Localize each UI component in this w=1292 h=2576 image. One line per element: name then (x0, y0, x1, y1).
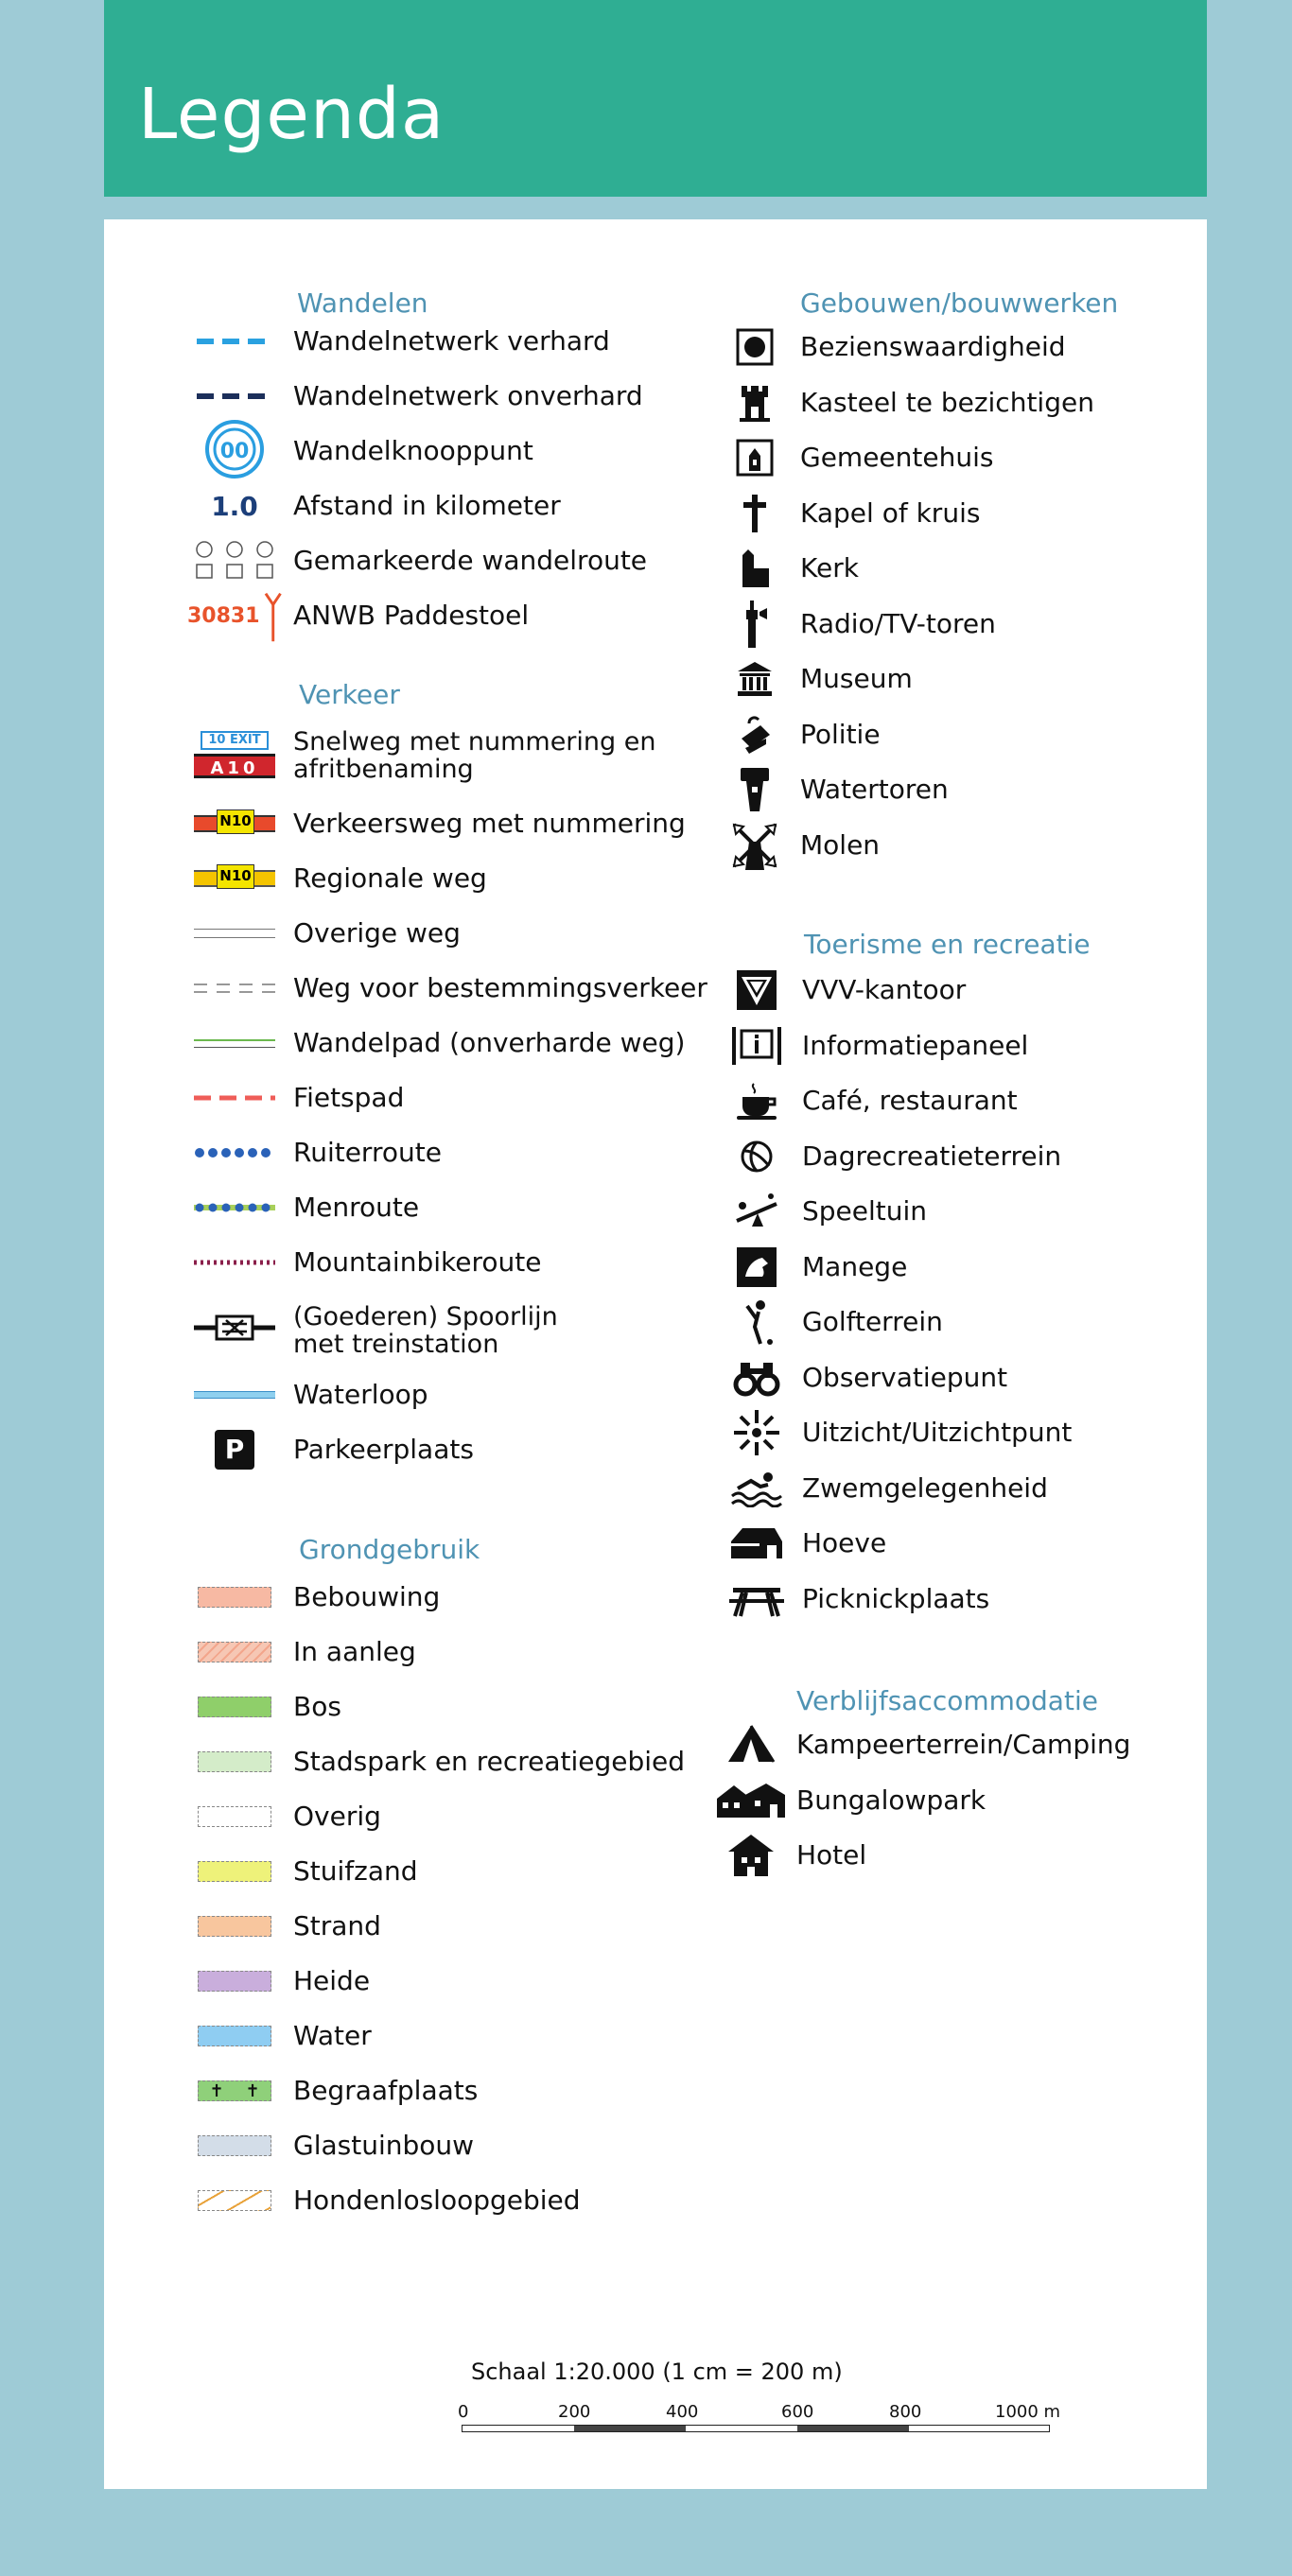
highway-number: A10 (194, 754, 275, 778)
legend-label: Kasteel te bezichtigen (800, 386, 1094, 418)
scale-tick: 400 (666, 2402, 699, 2422)
land-swatch-icon (187, 2177, 282, 2224)
page-title: Legenda (138, 74, 445, 155)
scale-tick: 600 (781, 2402, 814, 2422)
scale-tick: 200 (558, 2402, 591, 2422)
legend-label: Water (293, 2020, 372, 2051)
bungalow-icon (713, 1777, 789, 1824)
highway-icon (187, 724, 282, 785)
other-road-icon (187, 910, 282, 957)
section-title-toerisme: Toerisme en recreatie (804, 929, 1091, 960)
legend-label: Gemeentehuis (800, 442, 994, 473)
paddestoel-number: 30831 (187, 603, 260, 628)
land-swatch-icon (187, 2012, 282, 2060)
legend-label: Ruiterroute (293, 1137, 442, 1168)
legend-label: Hoeve (802, 1527, 887, 1558)
road-number: N10 (217, 809, 254, 834)
legend-label: (Goederen) Spoorlijn (293, 1302, 558, 1332)
land-swatch-icon (187, 1683, 282, 1731)
legend-label: Speeltuin (802, 1195, 928, 1227)
legend-label: Manege (802, 1250, 908, 1282)
legend-label: Zwemgelegenheid (802, 1471, 1048, 1504)
legend-label: Heide (293, 1965, 371, 1996)
land-swatch-icon (187, 1958, 282, 2005)
road-number: N10 (217, 864, 254, 889)
riding-school-icon (719, 1244, 794, 1291)
legend-label: Café, restaurant (802, 1085, 1018, 1116)
land-swatch-icon (187, 1848, 282, 1895)
farm-icon (719, 1520, 794, 1567)
section-title-gebouwen: Gebouwen/bouwwerken (800, 287, 1119, 319)
exit-label: 10 EXIT (201, 731, 268, 750)
legend-label: Begraafplaats (293, 2075, 479, 2106)
land-swatch-icon (187, 1628, 282, 1676)
picnic-icon (719, 1575, 794, 1623)
header-band (104, 0, 1207, 197)
playground-icon (719, 1188, 794, 1235)
mountainbike-route-icon (187, 1239, 282, 1286)
legend-label: In aanleg (293, 1636, 416, 1667)
cross-icon (717, 490, 793, 537)
scale-tick: 0 (458, 2402, 469, 2422)
scale-title: Schaal 1:20.000 (1 cm = 200 m) (471, 2358, 843, 2385)
legend-label: Regionale weg (293, 862, 487, 894)
legend-label: Observatiepunt (802, 1361, 1008, 1393)
legend-panel (104, 219, 1207, 2489)
paddestoel-icon (187, 592, 282, 639)
hotel-icon (713, 1832, 789, 1879)
legend-label: Wandelknooppunt (293, 435, 533, 466)
legend-label: Fietspad (293, 1082, 405, 1113)
legend-label: Uitzicht/Uitzichtpunt (802, 1417, 1073, 1448)
vvv-icon (719, 966, 794, 1014)
carriage-route-icon (187, 1184, 282, 1231)
town-hall-icon (717, 434, 793, 481)
distance-value: 1.0 (211, 490, 258, 522)
legend-label: Museum (800, 663, 913, 694)
legend-label: Kapel of kruis (800, 496, 981, 529)
tent-icon (713, 1721, 789, 1768)
paved-path-line-icon (187, 318, 282, 365)
church-icon (717, 545, 793, 592)
legend-label: Kampeerterrein/Camping (796, 1729, 1131, 1760)
viewpoint-icon (719, 1409, 794, 1456)
castle-icon (717, 379, 793, 426)
legend-label: Politie (800, 718, 881, 750)
legend-label: Snelweg met nummering en (293, 727, 656, 757)
node-circle-icon (187, 427, 282, 475)
legend-label: afritbenaming (293, 755, 474, 784)
bridle-path-icon (187, 1129, 282, 1176)
legend-label: Wandelnetwerk verhard (293, 325, 610, 357)
legend-label: Afstand in kilometer (293, 490, 561, 521)
legend-label: Parkeerplaats (293, 1434, 474, 1465)
legend-label: Molen (800, 828, 881, 861)
legend-label-spoor (293, 1303, 558, 1358)
land-swatch-icon: ✝ ✝ (187, 2067, 282, 2115)
destination-road-icon (187, 965, 282, 1012)
legend-label: met treinstation (293, 1330, 499, 1359)
section-title-verblijf: Verblijfsaccommodatie (796, 1685, 1098, 1716)
node-number: 00 (219, 440, 250, 463)
water-tower-icon (717, 766, 793, 813)
section-title-wandelen: Wandelen (297, 287, 428, 319)
legend-label: Verkeersweg met nummering (293, 808, 686, 839)
legend-label: Menroute (293, 1192, 420, 1223)
section-title-grondgebruik: Grondgebruik (299, 1534, 480, 1565)
legend-label: Wandelpad (onverharde weg) (293, 1027, 686, 1058)
legend-label: Watertoren (800, 774, 949, 805)
beach-ball-icon (719, 1133, 794, 1180)
legend-label: Wandelnetwerk onverhard (293, 380, 643, 411)
footpath-icon (187, 1019, 282, 1067)
info-panel-icon (719, 1022, 794, 1070)
legend-label: Dagrecreatieterrein (802, 1140, 1062, 1172)
binoculars-icon (719, 1354, 794, 1401)
parking-icon (187, 1426, 282, 1473)
legend-label: Overig (293, 1801, 381, 1832)
cycle-path-icon (187, 1074, 282, 1122)
radio-tower-icon (717, 600, 793, 648)
legend-label: Overige weg (293, 917, 461, 949)
police-icon (717, 711, 793, 758)
legend-label: Radio/TV-toren (800, 607, 996, 639)
scale-ticks (458, 2402, 1067, 2430)
legend-label: Bos (293, 1691, 341, 1722)
legend-label: Waterloop (293, 1379, 428, 1410)
legend-label: Bebouwing (293, 1581, 441, 1612)
land-swatch-icon (187, 1903, 282, 1950)
parking-letter: P (215, 1430, 254, 1470)
landmark-icon (717, 323, 793, 371)
legend-label-snelweg (293, 728, 655, 783)
land-swatch-icon (187, 2122, 282, 2169)
regional-road-icon (187, 855, 282, 902)
main-road-icon (187, 800, 282, 847)
cafe-icon (719, 1077, 794, 1124)
waterway-icon (187, 1371, 282, 1419)
legend-label: Bezienswaardigheid (800, 331, 1066, 362)
legend-label: Strand (293, 1910, 381, 1941)
legend-label: Kerk (800, 552, 859, 583)
scale-tick: 1000 m (995, 2402, 1061, 2422)
legend-label: Gemarkeerde wandelroute (293, 545, 648, 576)
section-title-verkeer: Verkeer (299, 679, 400, 710)
legend-label: VVV-kantoor (802, 974, 967, 1005)
scale-tick: 800 (889, 2402, 922, 2422)
golf-icon (719, 1298, 794, 1346)
legend-label: Glastuinbouw (293, 2130, 475, 2161)
legend-label: Mountainbikeroute (293, 1246, 542, 1278)
marked-route-icon (187, 537, 282, 584)
land-swatch-icon (187, 1738, 282, 1785)
unpaved-path-line-icon (187, 373, 282, 420)
legend-label: Stuifzand (293, 1855, 418, 1887)
land-swatch-icon (187, 1793, 282, 1840)
legend-label: Stadspark en recreatiegebied (293, 1746, 686, 1777)
swimming-icon (719, 1465, 794, 1512)
legend-label: Bungalowpark (796, 1784, 986, 1816)
scale-bar-graphic (462, 2425, 1050, 2432)
legend-label: Informatiepaneel (802, 1029, 1029, 1061)
museum-icon (717, 655, 793, 703)
distance-symbol (187, 482, 282, 530)
legend-label: ANWB Paddestoel (293, 600, 530, 631)
land-swatch-icon (187, 1574, 282, 1621)
railway-icon (187, 1299, 282, 1356)
windmill-icon (717, 822, 793, 869)
legend-label: Weg voor bestemmingsverkeer (293, 972, 707, 1003)
legend-label: Picknickplaats (802, 1582, 990, 1614)
legend-label: Hotel (796, 1839, 867, 1871)
legend-label: Hondenlosloopgebied (293, 2184, 581, 2216)
legend-label: Golfterrein (802, 1306, 943, 1337)
